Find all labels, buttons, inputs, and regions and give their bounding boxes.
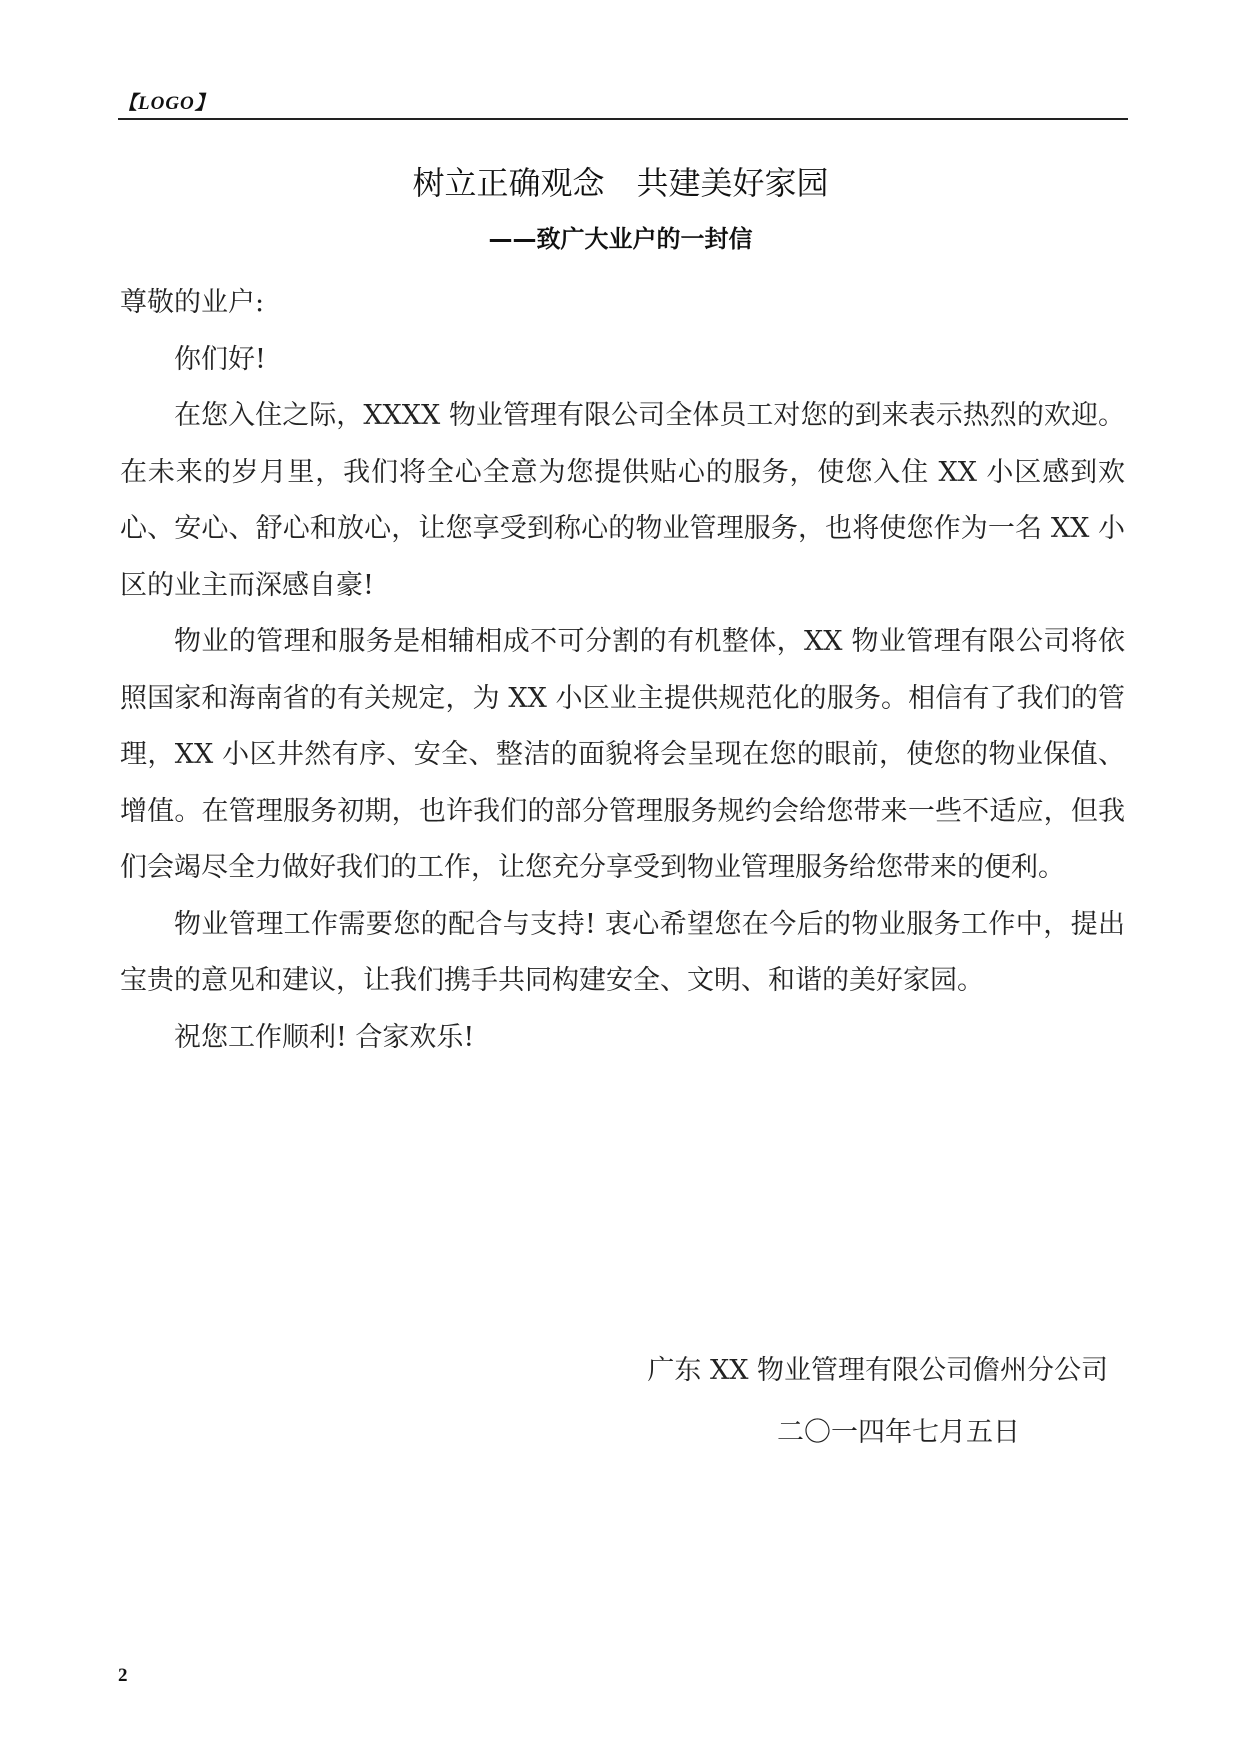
signature-company: 广东 XX 物业管理有限公司儋州分公司 bbox=[647, 1355, 1108, 1386]
greeting: 你们好! bbox=[174, 343, 266, 375]
body-paragraph: 在您入住之际，XXXX 物业管理有限公司全体员工对您的到来表示热烈的欢迎。在未来的岁月里，我们将全心全意为您提供贴心的服务，使您入住 XX 小区感到欢心、安心、舒心和放心，让您享受到称心的物业管理服务，也将使您作为一名 XX 小区的业主而深感自豪! bbox=[120, 400, 1125, 601]
salutation: 尊敬的业户: bbox=[120, 287, 265, 318]
letter-subtitle: ——致广大业户的一封信 bbox=[488, 225, 753, 253]
body-paragraph: 物业的管理和服务是相辅相成不可分割的有机整体，XX 物业管理有限公司将依照国家和海南省的有关规定，为 XX 小区业主提供规范化的服务。相信有了我们的管理，XX 小区井然有序、安全、整洁的面貌将会呈现在您的眼前，使您的物业保值、增值。在管理服务初期，也许我们的部分管理服务规约会给您带来一些不适应，但我们会竭尽全力做好我们的工作，让您充分享受到物业管理服务给您带来的便利。 bbox=[120, 626, 1125, 883]
page-number: 2 bbox=[118, 1665, 128, 1686]
letter-title: 树立正确观念 共建美好家园 bbox=[412, 164, 829, 202]
letter-body bbox=[120, 275, 1125, 1066]
signature-date: 二〇一四年七月五日 bbox=[777, 1417, 1020, 1448]
header-divider bbox=[118, 118, 1128, 120]
body-paragraph: 物业管理工作需要您的配合与支持! 衷心希望您在今后的物业服务工作中，提出宝贵的意见和建议，让我们携手共同构建安全、文明、和谐的美好家园。 bbox=[120, 908, 1125, 996]
signature-block bbox=[560, 1340, 1120, 1464]
logo-placeholder: 【LOGO】 bbox=[118, 93, 215, 114]
closing-wish: 祝您工作顺利! 合家欢乐! bbox=[174, 1021, 475, 1053]
